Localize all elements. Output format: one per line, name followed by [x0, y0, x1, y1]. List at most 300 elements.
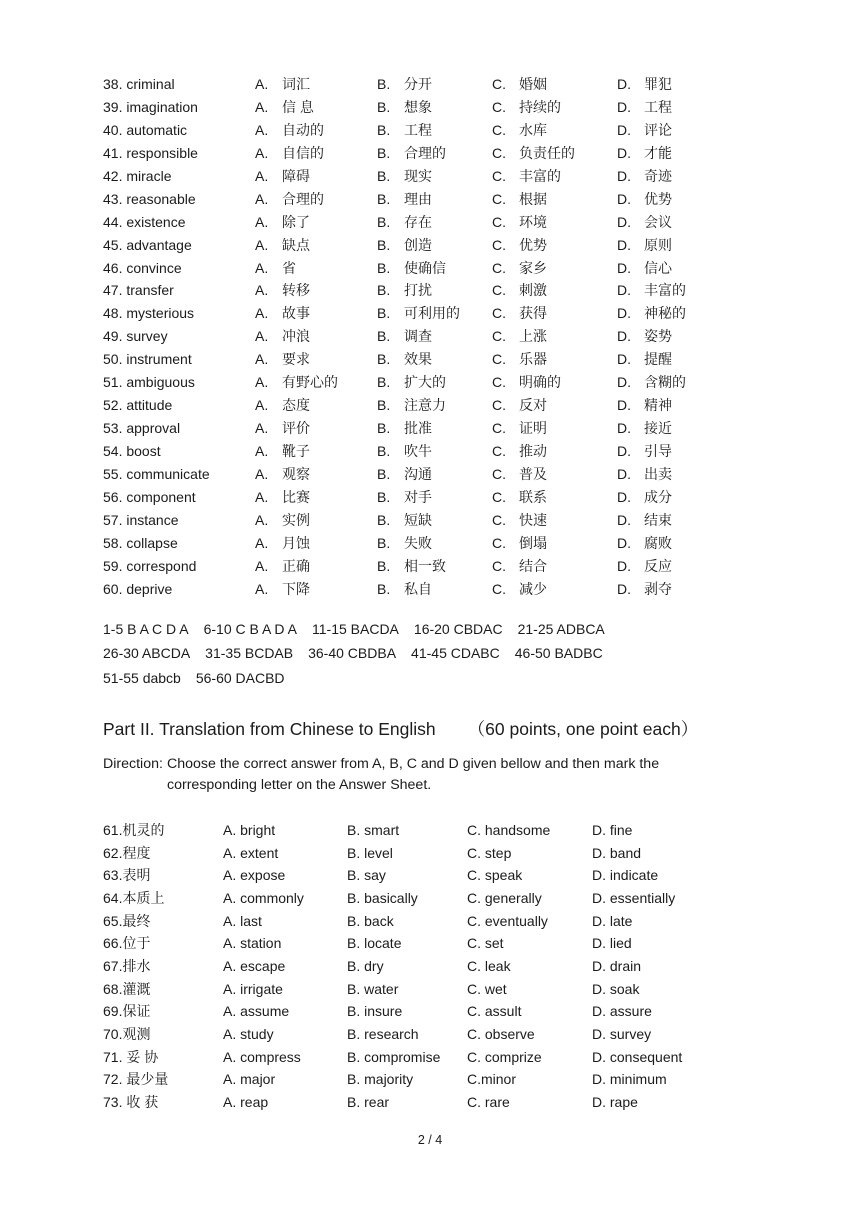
option-letter: D. — [617, 557, 631, 574]
item-word: survey — [126, 328, 168, 345]
translation-row — [103, 1000, 823, 1023]
item-label — [103, 96, 255, 119]
translation-option: A. assume — [223, 1003, 290, 1020]
option-letter: B. — [377, 190, 391, 207]
answer-key-group: 16-20 CBDAC — [413, 621, 503, 637]
option-text: 批准 — [404, 420, 432, 437]
translation-option: C. wet — [467, 980, 507, 997]
option-text: 婚姻 — [519, 76, 547, 92]
translation-option: A. extent — [223, 844, 279, 861]
option-letter: B. — [377, 305, 391, 322]
vocab-option — [617, 532, 823, 555]
option-text: 自信的 — [282, 144, 324, 161]
vocab-option — [255, 257, 377, 280]
option-letter: D. — [617, 213, 631, 230]
option-letter: C. — [492, 282, 506, 299]
option-text: 对手 — [404, 488, 432, 505]
vocab-option — [617, 279, 823, 302]
item-number: 55. — [103, 465, 123, 482]
option-text: 合理的 — [282, 190, 324, 207]
option-text: 评论 — [644, 121, 672, 138]
option-letter: C. — [492, 511, 506, 528]
vocab-option — [617, 188, 823, 211]
item-word: existence — [126, 213, 186, 230]
item-number: 69. — [103, 1003, 123, 1020]
option-text: 工程 — [404, 121, 432, 138]
option-text: 含糊的 — [644, 374, 686, 391]
vocab-row — [103, 234, 823, 257]
vocab-option — [492, 325, 617, 348]
translation-option: D. rape — [592, 1093, 638, 1110]
vocab-row — [103, 302, 823, 325]
translation-option: B. rear — [347, 1093, 390, 1110]
item-label — [103, 1068, 223, 1091]
vocab-option — [377, 142, 492, 165]
item-number: 38. — [103, 76, 123, 92]
option-text: 态度 — [282, 397, 310, 414]
direction-line-2: corresponding letter on the Answer Sheet. — [167, 776, 432, 793]
item-label — [103, 864, 223, 887]
item-number: 72. — [103, 1071, 123, 1088]
vocab-row — [103, 509, 823, 532]
option-letter: A. — [255, 144, 269, 161]
option-text: 要求 — [282, 351, 310, 368]
item-word: miracle — [126, 167, 172, 184]
item-number: 65. — [103, 912, 123, 929]
item-label — [103, 819, 223, 842]
option-letter: D. — [617, 305, 631, 322]
option-letter: D. — [617, 534, 631, 551]
vocab-option — [377, 188, 492, 211]
item-number: 68. — [103, 980, 123, 997]
item-number: 61. — [103, 822, 123, 838]
answer-key-group: 6-10 C B A D A — [203, 621, 297, 637]
option-letter: C. — [492, 236, 506, 253]
vocab-option — [492, 96, 617, 119]
vocab-option — [255, 440, 377, 463]
vocab-option — [255, 371, 377, 394]
item-number: 63. — [103, 867, 123, 884]
item-word: correspond — [126, 557, 197, 574]
option-text: 神秘的 — [644, 305, 686, 322]
item-word: imagination — [126, 98, 198, 115]
vocab-row — [103, 394, 823, 417]
option-letter: C. — [492, 328, 506, 345]
vocab-option — [492, 188, 617, 211]
option-letter: A. — [255, 397, 269, 414]
vocab-row — [103, 463, 823, 486]
item-number: 73. — [103, 1093, 123, 1110]
option-text: 相一致 — [404, 557, 446, 574]
vocab-option — [255, 302, 377, 325]
vocab-option — [492, 119, 617, 142]
option-letter: A. — [255, 328, 269, 345]
item-word: 最终 — [122, 912, 151, 929]
item-word: approval — [126, 420, 181, 437]
item-number: 48. — [103, 305, 123, 322]
item-label — [103, 119, 255, 142]
option-letter: C. — [492, 580, 506, 597]
option-text: 乐器 — [519, 351, 547, 368]
item-word: communicate — [126, 465, 210, 482]
vocab-option — [617, 509, 823, 532]
vocab-row — [103, 417, 823, 440]
option-letter: B. — [377, 557, 391, 574]
vocab-option — [377, 578, 492, 601]
option-text: 使确信 — [404, 259, 446, 276]
vocab-option — [377, 165, 492, 188]
option-letter: A. — [255, 190, 269, 207]
item-label — [103, 417, 255, 440]
translation-row — [103, 1046, 823, 1069]
item-label — [103, 1046, 223, 1069]
option-text: 环境 — [519, 213, 547, 230]
option-letter: B. — [377, 282, 391, 299]
vocab-option — [492, 73, 617, 96]
translation-option: D. lied — [592, 935, 632, 952]
translation-option: C. step — [467, 844, 512, 861]
item-word: transfer — [126, 282, 174, 299]
option-letter: A. — [255, 236, 269, 253]
item-number: 47. — [103, 282, 123, 299]
vocab-row — [103, 73, 823, 96]
option-text: 丰富的 — [644, 282, 686, 299]
vocab-option — [377, 417, 492, 440]
item-number: 51. — [103, 374, 123, 391]
vocab-option — [492, 165, 617, 188]
vocab-option — [492, 555, 617, 578]
translation-option: B. research — [347, 1025, 419, 1042]
option-letter: B. — [377, 511, 391, 528]
item-word: attitude — [126, 397, 173, 414]
translation-option: A. expose — [223, 867, 286, 884]
vocab-option — [492, 302, 617, 325]
vocab-option — [617, 234, 823, 257]
option-text: 调查 — [404, 328, 432, 345]
option-text: 私自 — [404, 580, 432, 597]
option-text: 缺点 — [282, 236, 310, 253]
option-letter: D. — [617, 351, 631, 368]
item-label — [103, 486, 255, 509]
vocab-option — [377, 555, 492, 578]
option-text: 水库 — [519, 121, 547, 138]
vocab-option — [255, 348, 377, 371]
item-label — [103, 73, 255, 96]
option-text: 注意力 — [404, 397, 446, 414]
translation-row — [103, 932, 823, 955]
item-number: 60. — [103, 580, 123, 597]
option-text: 可利用的 — [404, 305, 460, 322]
option-letter: D. — [617, 144, 631, 161]
vocab-option — [255, 463, 377, 486]
item-label — [103, 910, 223, 933]
translation-option: B. compromise — [347, 1048, 441, 1065]
vocab-row — [103, 96, 823, 119]
vocab-option — [255, 119, 377, 142]
part2-title: Part II. Translation from Chinese to English — [103, 719, 436, 739]
answer-key-group: 26-30 ABCDA — [103, 645, 191, 662]
vocab-row — [103, 348, 823, 371]
vocab-row — [103, 211, 823, 234]
option-text: 失败 — [404, 534, 432, 551]
translation-row — [103, 887, 823, 910]
option-text: 吹牛 — [404, 443, 432, 459]
vocab-option — [617, 440, 823, 463]
translation-option: B. back — [347, 912, 394, 929]
option-letter: A. — [255, 557, 269, 574]
page-number: 2 / 4 — [417, 1133, 443, 1147]
item-word: 妥 协 — [122, 1048, 159, 1065]
answer-key-group: 41-45 CDABC — [411, 645, 500, 662]
vocab-option — [255, 142, 377, 165]
option-text: 推动 — [519, 443, 547, 459]
option-letter: D. — [617, 511, 631, 528]
item-number: 49. — [103, 328, 123, 345]
option-text: 存在 — [404, 213, 432, 230]
option-text: 扩大的 — [404, 374, 446, 391]
vocab-option — [255, 211, 377, 234]
option-letter: B. — [377, 167, 391, 184]
option-letter: D. — [617, 121, 631, 138]
item-label — [103, 842, 223, 865]
item-word: 保证 — [122, 1003, 151, 1020]
translation-option: D. indicate — [592, 867, 659, 884]
item-word: criminal — [126, 76, 175, 92]
vocab-option — [617, 96, 823, 119]
option-letter: D. — [617, 328, 631, 345]
item-number: 66. — [103, 935, 123, 952]
translation-row — [103, 978, 823, 1001]
translation-row — [103, 910, 823, 933]
translation-option: C. handsome — [467, 822, 551, 838]
answer-key-group: 11-15 BACDA — [312, 621, 399, 637]
option-text: 沟通 — [404, 465, 432, 482]
option-letter: A. — [255, 580, 269, 597]
vocab-option — [617, 394, 823, 417]
vocab-option — [492, 532, 617, 555]
option-text: 正确 — [282, 557, 310, 574]
item-number: 40. — [103, 121, 123, 138]
option-text: 信 息 — [282, 98, 314, 115]
item-number: 46. — [103, 259, 123, 276]
item-number: 44. — [103, 213, 123, 230]
option-letter: A. — [255, 351, 269, 368]
translation-option: D. minimum — [592, 1071, 667, 1088]
item-label — [103, 165, 255, 188]
option-text: 现实 — [404, 167, 432, 184]
translation-row — [103, 842, 823, 865]
vocab-option — [377, 279, 492, 302]
item-word: automatic — [126, 121, 188, 138]
translation-option: D. survey — [592, 1025, 652, 1042]
option-text: 明确的 — [519, 374, 561, 391]
option-letter: A. — [255, 259, 269, 276]
option-letter: D. — [617, 98, 631, 115]
option-text: 评价 — [282, 420, 310, 437]
vocab-row — [103, 142, 823, 165]
option-text: 引导 — [644, 443, 672, 459]
option-letter: C. — [492, 374, 506, 391]
translation-option: C. set — [467, 935, 504, 952]
item-word: 收 获 — [122, 1093, 159, 1110]
option-text: 提醒 — [644, 351, 672, 368]
vocab-option — [492, 234, 617, 257]
vocab-option — [492, 211, 617, 234]
vocab-option — [492, 417, 617, 440]
option-letter: D. — [617, 190, 631, 207]
item-word: boost — [126, 443, 161, 459]
option-text: 自动的 — [282, 121, 324, 138]
option-letter: D. — [617, 488, 631, 505]
vocab-option — [255, 165, 377, 188]
option-text: 才能 — [644, 144, 672, 161]
option-letter: B. — [377, 98, 391, 115]
translation-option: A. irrigate — [223, 980, 283, 997]
direction-text — [167, 754, 659, 795]
option-text: 姿势 — [644, 328, 672, 345]
option-letter: D. — [617, 465, 631, 482]
vocab-option — [617, 463, 823, 486]
item-number: 70. — [103, 1025, 123, 1042]
translation-option: C. assult — [467, 1003, 522, 1020]
option-text: 除了 — [282, 213, 310, 230]
item-label — [103, 1091, 223, 1114]
direction-block — [103, 754, 659, 795]
vocab-option — [492, 257, 617, 280]
vocab-option — [255, 555, 377, 578]
translation-row — [103, 1068, 823, 1091]
direction-label: Direction: — [103, 756, 163, 772]
vocab-option — [255, 279, 377, 302]
item-word: deprive — [126, 580, 173, 597]
item-number: 52. — [103, 397, 123, 414]
translation-option: A. bright — [223, 822, 276, 838]
vocab-option — [255, 578, 377, 601]
item-label — [103, 509, 255, 532]
vocab-option — [377, 463, 492, 486]
vocab-option — [255, 509, 377, 532]
option-text: 根据 — [519, 190, 547, 207]
option-text: 原则 — [644, 236, 672, 253]
vocab-option — [492, 486, 617, 509]
part2-heading — [103, 716, 698, 742]
item-word: 灌溉 — [122, 980, 151, 997]
vocab-option — [617, 555, 823, 578]
option-letter: A. — [255, 98, 269, 115]
vocab-option — [492, 348, 617, 371]
translation-option: A. compress — [223, 1048, 301, 1065]
option-text: 想象 — [404, 98, 432, 115]
item-number: 58. — [103, 534, 123, 551]
option-text: 月蚀 — [282, 534, 310, 551]
option-letter: C. — [492, 465, 506, 482]
vocab-option — [377, 532, 492, 555]
option-text: 精神 — [644, 397, 672, 414]
option-letter: D. — [617, 580, 631, 597]
option-text: 工程 — [644, 98, 672, 115]
vocab-option — [255, 188, 377, 211]
item-label — [103, 978, 223, 1001]
option-letter: D. — [617, 236, 631, 253]
translation-option: D. late — [592, 912, 633, 929]
option-letter: B. — [377, 351, 391, 368]
translation-option: A. major — [223, 1071, 276, 1088]
part2-points: （60 points, one point each） — [467, 719, 699, 739]
vocab-option — [377, 211, 492, 234]
vocab-option — [377, 486, 492, 509]
vocab-option — [377, 73, 492, 96]
vocab-option — [377, 394, 492, 417]
item-label — [103, 371, 255, 394]
direction-line-1: Choose the correct answer from A, B, C and D given bellow and then mark the — [167, 756, 660, 772]
translation-option: A. escape — [223, 957, 286, 974]
item-word: 机灵的 — [122, 822, 165, 838]
vocab-option — [617, 348, 823, 371]
option-letter: B. — [377, 213, 391, 230]
option-text: 词汇 — [282, 76, 310, 92]
vocab-option — [255, 532, 377, 555]
option-letter: C. — [492, 351, 506, 368]
option-text: 负责任的 — [519, 144, 575, 161]
item-label — [103, 325, 255, 348]
item-word: collapse — [126, 534, 178, 551]
item-label — [103, 1023, 223, 1046]
item-word: 观测 — [122, 1025, 151, 1042]
option-letter: B. — [377, 144, 391, 161]
item-number: 54. — [103, 443, 123, 459]
vocab-row — [103, 371, 823, 394]
translation-row — [103, 1023, 823, 1046]
vocab-option — [492, 463, 617, 486]
vocab-option — [617, 257, 823, 280]
item-number: 50. — [103, 351, 123, 368]
vocab-row — [103, 257, 823, 280]
option-text: 实例 — [282, 511, 310, 528]
item-word: 位于 — [122, 935, 151, 952]
option-letter: C. — [492, 397, 506, 414]
option-text: 信心 — [644, 259, 672, 276]
option-text: 反应 — [644, 557, 672, 574]
vocab-option — [617, 119, 823, 142]
option-text: 成分 — [644, 488, 672, 505]
option-text: 分开 — [404, 76, 432, 92]
item-number: 57. — [103, 511, 123, 528]
option-letter: D. — [617, 443, 631, 459]
option-text: 普及 — [519, 465, 547, 482]
item-word: reasonable — [126, 190, 196, 207]
option-letter: C. — [492, 98, 506, 115]
vocab-row — [103, 578, 823, 601]
translation-option: C.minor — [467, 1071, 517, 1088]
item-label — [103, 211, 255, 234]
option-letter: A. — [255, 76, 269, 92]
vocab-option — [377, 257, 492, 280]
option-text: 证明 — [519, 420, 547, 437]
option-text: 持续的 — [519, 98, 561, 115]
option-text: 会议 — [644, 213, 672, 230]
item-label — [103, 188, 255, 211]
translation-option: C. speak — [467, 867, 523, 884]
vocab-option — [492, 371, 617, 394]
translation-option: A. commonly — [223, 889, 304, 906]
answer-key-line — [103, 641, 605, 665]
option-letter: D. — [617, 374, 631, 391]
option-letter: C. — [492, 420, 506, 437]
option-text: 联系 — [519, 488, 547, 505]
option-letter: C. — [492, 144, 506, 161]
item-word: 排水 — [122, 957, 151, 974]
item-word: advantage — [126, 236, 192, 253]
